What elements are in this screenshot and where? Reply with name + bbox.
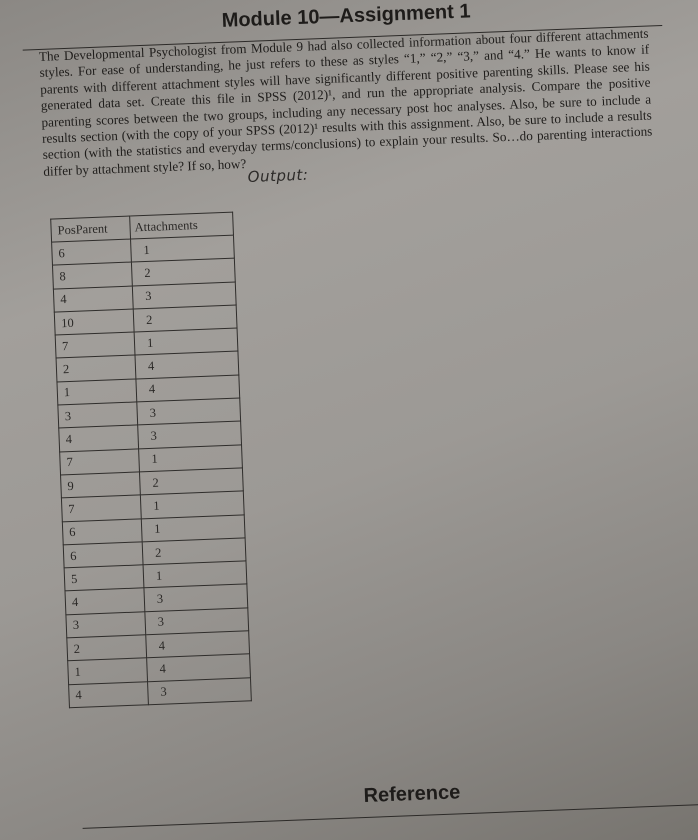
posparent-cell: 7 bbox=[60, 449, 140, 475]
attachments-cell: 3 bbox=[137, 398, 241, 425]
posparent-cell: 4 bbox=[53, 286, 133, 312]
attachments-cell: 3 bbox=[132, 282, 236, 309]
attachments-cell: 3 bbox=[148, 677, 252, 704]
posparent-cell: 3 bbox=[66, 612, 146, 638]
attachments-cell: 4 bbox=[146, 631, 250, 658]
posparent-cell: 1 bbox=[57, 379, 137, 405]
attachments-cell: 2 bbox=[131, 258, 235, 285]
handwritten-note: Output: bbox=[247, 165, 309, 187]
posparent-cell: 1 bbox=[68, 658, 148, 684]
posparent-cell: 2 bbox=[56, 355, 136, 381]
attachments-cell: 3 bbox=[144, 584, 248, 611]
attachments-cell: 1 bbox=[139, 445, 243, 472]
posparent-cell: 4 bbox=[65, 588, 145, 614]
posparent-cell: 3 bbox=[58, 402, 138, 428]
posparent-cell: 8 bbox=[52, 262, 132, 288]
posparent-cell: 7 bbox=[55, 332, 135, 358]
column-header-attachments: Attachments bbox=[130, 212, 234, 239]
attachments-cell: 1 bbox=[141, 514, 245, 541]
attachments-cell: 1 bbox=[131, 235, 235, 262]
posparent-cell: 2 bbox=[67, 635, 147, 661]
attachments-cell: 1 bbox=[134, 328, 238, 355]
posparent-cell: 10 bbox=[54, 309, 134, 335]
instructions-paragraph: The Developmental Psychologist from Module 9 had also collected information about four different attachments styles. For ease of understanding, he just refers to these as styles “1,” “2,” “3,” and “4.” He wants to know if parents with different attachment styles will have significantly different positive parenting skills. Please see his generated data set. Create this file in SPSS (2012)¹, and run the appropriate analysis. Compare the positive parenting scores between the two groups, including any necessary post hoc analyses. Also, be sure to include a results section (with the copy of your SPSS (2012)¹ results with this assignment. Also, be sure to include a results section (with the statistics and everyday terms/conclusions) to explain your results. So…do parenting interactions differ by attachment style? If so, how? bbox=[38, 25, 653, 179]
reference-heading: Reference bbox=[363, 781, 461, 808]
posparent-cell: 5 bbox=[64, 565, 144, 591]
attachments-cell: 4 bbox=[135, 352, 239, 379]
posparent-cell: 4 bbox=[59, 425, 139, 451]
attachments-cell: 2 bbox=[142, 538, 246, 565]
posparent-cell: 7 bbox=[61, 495, 141, 521]
attachments-cell: 4 bbox=[136, 375, 240, 402]
posparent-cell: 6 bbox=[52, 239, 132, 265]
attachments-cell: 1 bbox=[143, 561, 247, 588]
data-table bbox=[50, 212, 252, 709]
attachments-cell: 1 bbox=[140, 491, 244, 518]
assignment-sheet bbox=[10, 0, 698, 840]
posparent-cell: 6 bbox=[62, 518, 142, 544]
attachments-cell: 2 bbox=[133, 305, 237, 332]
page-title: Module 10—Assignment 1 bbox=[221, 0, 471, 32]
posparent-cell: 6 bbox=[63, 542, 143, 568]
attachments-cell: 3 bbox=[138, 421, 242, 448]
posparent-cell: 4 bbox=[69, 681, 149, 707]
attachments-cell: 4 bbox=[147, 654, 251, 681]
column-header-posparent: PosParent bbox=[51, 216, 131, 242]
attachments-cell: 2 bbox=[139, 468, 243, 495]
table-body bbox=[52, 235, 252, 708]
attachments-cell: 3 bbox=[145, 608, 249, 635]
posparent-cell: 9 bbox=[61, 472, 141, 498]
